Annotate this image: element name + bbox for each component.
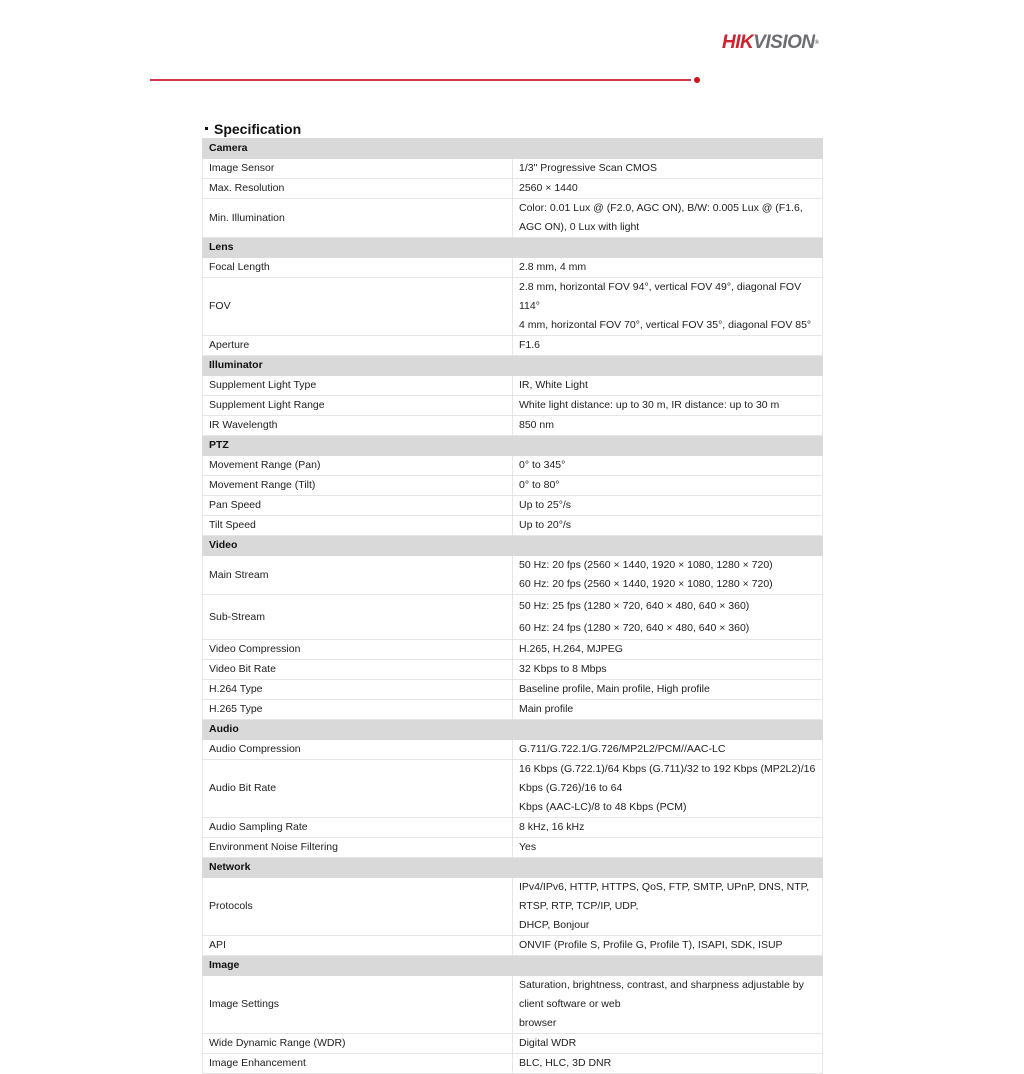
- spec-value: [513, 760, 823, 818]
- spec-value-line: DHCP, Bonjour: [519, 919, 590, 931]
- spec-value-line: Yes: [519, 841, 537, 853]
- heading-text: Specification: [214, 121, 302, 137]
- spec-value-line: 60 Hz: 20 fps (2560 × 1440, 1920 × 1080, 1280 × 720): [519, 578, 773, 590]
- table-row: [203, 376, 823, 396]
- section-header-row: [203, 956, 823, 976]
- table-row: [203, 595, 823, 640]
- spec-label: Tilt Speed: [203, 516, 513, 536]
- specification-table: [202, 138, 823, 1074]
- table-row: [203, 456, 823, 476]
- spec-value-line: 0° to 345°: [519, 459, 566, 471]
- table-row: [203, 496, 823, 516]
- spec-value: [513, 258, 823, 278]
- spec-value-line: 60 Hz: 24 fps (1280 × 720, 640 × 480, 640 × 360): [519, 622, 750, 634]
- section-header-row: [203, 858, 823, 878]
- spec-label: Movement Range (Tilt): [203, 476, 513, 496]
- table-row: [203, 936, 823, 956]
- section-title: Camera: [203, 139, 823, 159]
- table-row: [203, 700, 823, 720]
- spec-label: Image Sensor: [203, 159, 513, 179]
- section-title: Video: [203, 536, 823, 556]
- spec-label: Protocols: [203, 878, 513, 936]
- spec-label: Audio Sampling Rate: [203, 818, 513, 838]
- section-title: Image: [203, 956, 823, 976]
- spec-value-line: 32 Kbps to 8 Mbps: [519, 663, 607, 675]
- spec-value: [513, 179, 823, 199]
- spec-value: [513, 818, 823, 838]
- spec-value: [513, 556, 823, 595]
- spec-value: [513, 416, 823, 436]
- spec-value-line: 850 nm: [519, 419, 555, 431]
- spec-value-line: 4 mm, horizontal FOV 70°, vertical FOV 35°, diagonal FOV 85°: [519, 319, 812, 331]
- spec-value: [513, 376, 823, 396]
- spec-label: Focal Length: [203, 258, 513, 278]
- spec-value: [513, 159, 823, 179]
- section-header-row: [203, 720, 823, 740]
- spec-value: [513, 396, 823, 416]
- spec-value: [513, 336, 823, 356]
- spec-value: [513, 456, 823, 476]
- spec-value-line: 2.8 mm, 4 mm: [519, 261, 587, 273]
- table-row: [203, 556, 823, 595]
- section-header-row: [203, 536, 823, 556]
- spec-value-line: Up to 20°/s: [519, 519, 572, 531]
- spec-label: Supplement Light Type: [203, 376, 513, 396]
- table-row: [203, 1034, 823, 1054]
- spec-value: [513, 660, 823, 680]
- spec-label: Movement Range (Pan): [203, 456, 513, 476]
- spec-label: Min. Illumination: [203, 199, 513, 238]
- spec-value-line: 1/3" Progressive Scan CMOS: [519, 162, 657, 174]
- section-header-row: [203, 238, 823, 258]
- spec-value-line: Color: 0.01 Lux @ (F2.0, AGC ON), B/W: 0.005 Lux @ (F1.6, AGC ON), 0 Lux with light: [519, 202, 803, 233]
- spec-label: Wide Dynamic Range (WDR): [203, 1034, 513, 1054]
- spec-value: [513, 740, 823, 760]
- spec-value-line: Up to 25°/s: [519, 499, 572, 511]
- spec-label: Aperture: [203, 336, 513, 356]
- spec-value: [513, 936, 823, 956]
- spec-label: H.264 Type: [203, 680, 513, 700]
- spec-value-line: BLC, HLC, 3D DNR: [519, 1057, 612, 1069]
- spec-value-line: 0° to 80°: [519, 479, 560, 491]
- table-row: [203, 336, 823, 356]
- spec-label: Main Stream: [203, 556, 513, 595]
- spec-label: FOV: [203, 278, 513, 336]
- section-header-row: [203, 356, 823, 376]
- spec-label: Audio Bit Rate: [203, 760, 513, 818]
- table-row: [203, 838, 823, 858]
- divider-dot-icon: [694, 77, 700, 83]
- spec-label: Supplement Light Range: [203, 396, 513, 416]
- spec-value-line: F1.6: [519, 339, 541, 351]
- spec-label: Audio Compression: [203, 740, 513, 760]
- spec-label: Max. Resolution: [203, 179, 513, 199]
- table-row: [203, 516, 823, 536]
- spec-label: Sub-Stream: [203, 595, 513, 640]
- table-row: [203, 179, 823, 199]
- spec-value: [513, 700, 823, 720]
- spec-value: [513, 1054, 823, 1074]
- spec-label: Image Enhancement: [203, 1054, 513, 1074]
- spec-label: Environment Noise Filtering: [203, 838, 513, 858]
- table-row: [203, 740, 823, 760]
- spec-value-line: 16 Kbps (G.722.1)/64 Kbps (G.711)/32 to 192 Kbps (MP2L2)/16 Kbps (G.726)/16 to 64: [519, 763, 816, 794]
- table-row: [203, 1054, 823, 1074]
- table-row: [203, 199, 823, 238]
- spec-value: [513, 595, 823, 640]
- spec-label: H.265 Type: [203, 700, 513, 720]
- spec-label: API: [203, 936, 513, 956]
- spec-value-line: 2.8 mm, horizontal FOV 94°, vertical FOV 49°, diagonal FOV 114°: [519, 281, 802, 312]
- table-row: [203, 159, 823, 179]
- spec-value: [513, 838, 823, 858]
- spec-value-line: 2560 × 1440: [519, 182, 578, 194]
- section-header-row: [203, 139, 823, 159]
- spec-value-line: 50 Hz: 20 fps (2560 × 1440, 1920 × 1080, 1280 × 720): [519, 559, 773, 571]
- section-header-row: [203, 436, 823, 456]
- spec-value: [513, 1034, 823, 1054]
- table-row: [203, 258, 823, 278]
- spec-value-line: H.265, H.264, MJPEG: [519, 643, 623, 655]
- section-heading: [205, 120, 301, 138]
- spec-value: [513, 278, 823, 336]
- spec-value: [513, 680, 823, 700]
- table-row: [203, 976, 823, 1034]
- spec-value-line: Baseline profile, Main profile, High profile: [519, 683, 710, 695]
- spec-value-line: Main profile: [519, 703, 574, 715]
- logo-hik: HIK: [722, 32, 754, 53]
- spec-label: Image Settings: [203, 976, 513, 1034]
- spec-value: [513, 496, 823, 516]
- section-title: Lens: [203, 238, 823, 258]
- spec-value: [513, 640, 823, 660]
- spec-value-line: IR, White Light: [519, 379, 588, 391]
- spec-value-line: IPv4/IPv6, HTTP, HTTPS, QoS, FTP, SMTP, UPnP, DNS, NTP, RTSP, RTP, TCP/IP, UDP,: [519, 881, 810, 912]
- spec-label: Pan Speed: [203, 496, 513, 516]
- spec-value-line: ONVIF (Profile S, Profile G, Profile T), ISAPI, SDK, ISUP: [519, 939, 783, 951]
- table-row: [203, 640, 823, 660]
- logo-vision: VISION: [753, 32, 815, 53]
- section-title: Audio: [203, 720, 823, 740]
- spec-value: [513, 516, 823, 536]
- section-title: PTZ: [203, 436, 823, 456]
- table-row: [203, 416, 823, 436]
- spec-value-line: browser: [519, 1017, 557, 1029]
- header-divider: [150, 79, 691, 81]
- table-row: [203, 818, 823, 838]
- table-row: [203, 878, 823, 936]
- spec-value-line: Digital WDR: [519, 1037, 577, 1049]
- hikvision-logo: [722, 33, 819, 53]
- spec-value-line: G.711/G.722.1/G.726/MP2L2/PCM//AAC-LC: [519, 743, 726, 755]
- spec-value: [513, 199, 823, 238]
- spec-value-line: 8 kHz, 16 kHz: [519, 821, 585, 833]
- spec-value: [513, 878, 823, 936]
- section-title: Illuminator: [203, 356, 823, 376]
- spec-value-line: White light distance: up to 30 m, IR distance: up to 30 m: [519, 399, 780, 411]
- table-row: [203, 476, 823, 496]
- spec-value-line: Kbps (AAC-LC)/8 to 48 Kbps (PCM): [519, 801, 687, 813]
- table-row: [203, 680, 823, 700]
- table-row: [203, 396, 823, 416]
- table-row: [203, 278, 823, 336]
- spec-label: Video Compression: [203, 640, 513, 660]
- table-row: [203, 660, 823, 680]
- spec-label: Video Bit Rate: [203, 660, 513, 680]
- spec-value-line: Saturation, brightness, contrast, and sharpness adjustable by client software or web: [519, 979, 804, 1010]
- spec-value: [513, 476, 823, 496]
- table-row: [203, 760, 823, 818]
- registered-mark: ®: [814, 40, 819, 46]
- spec-value-line: 50 Hz: 25 fps (1280 × 720, 640 × 480, 640 × 360): [519, 600, 750, 612]
- section-title: Network: [203, 858, 823, 878]
- spec-value: [513, 976, 823, 1034]
- bullet-icon: [205, 127, 208, 130]
- spec-label: IR Wavelength: [203, 416, 513, 436]
